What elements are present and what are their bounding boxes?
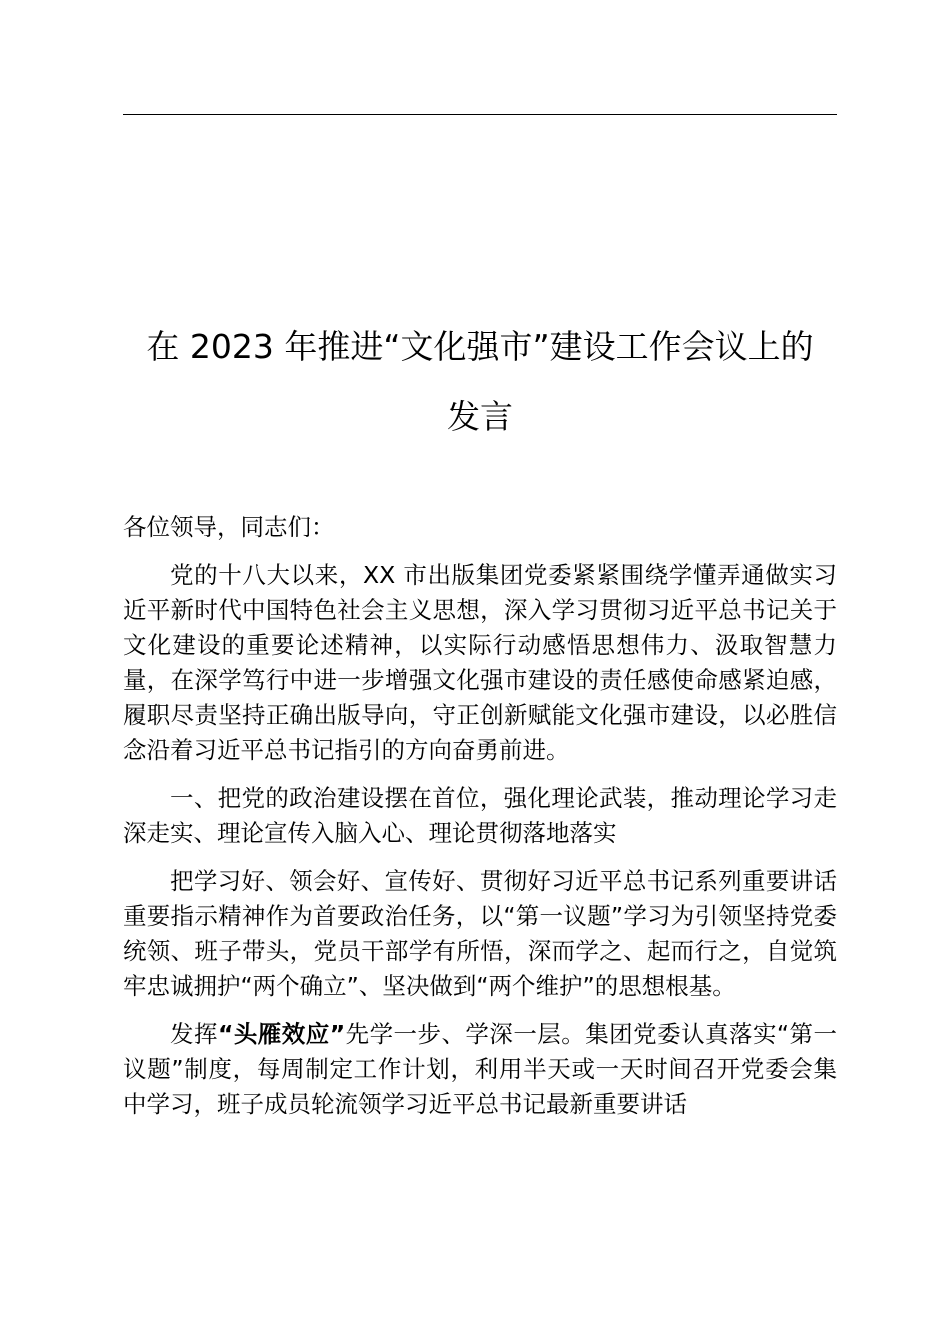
header-rule (123, 114, 837, 115)
section-heading-1: 一、把党的政治建设摆在首位，强化理论武装，推动理论学习走深走实、理论宣传入脑入心、理论贯彻落地落实 (123, 784, 837, 847)
document-body (123, 510, 837, 1122)
title-line-1: 在 2023 年推进“文化强市”建设工作会议上的 (146, 327, 814, 366)
paragraph-lead-goose (123, 1017, 837, 1122)
paragraph-intro: 党的十八大以来，XX 市出版集团党委紧紧围绕学懂弄通做实习近平新时代中国特色社会主义思想，深入学习贯彻习近平总书记关于文化建设的重要论述精神，以实际行动感悟思想伟力、汲取智慧力量，在深学笃行中进一步增强文化强市建设的责任感使命感紧迫感，履职尽责坚持正确出版导向，守正创新赋能文化强市建设，以必胜信念沿着习近平总书记指引的方向奋勇前进。 (123, 561, 837, 764)
document-title (123, 312, 837, 452)
title-line-2: 发言 (447, 397, 513, 436)
paragraph-rest: 先学一步、学深一层。集团党委认真落实“第一议题”制度，每周制定工作计划，利用半天或一天时间召开党委会集中学习，班子成员轮流领学习近平总书记最新重要讲话 (123, 1020, 838, 1118)
paragraph-study: 把学习好、领会好、宣传好、贯彻好习近平总书记系列重要讲话重要指示精神作为首要政治任务，以“第一议题”学习为引领坚持党委统领、班子带头，党员干部学有所悟，深而学之、起而行之，自觉筑牢忠诚拥护“两个确立”、坚决做到“两个维护”的思想根基。 (123, 867, 837, 1000)
paragraph-emphasis: “头雁效应” (217, 1020, 346, 1048)
salutation: 各位领导，同志们： (123, 513, 335, 541)
paragraph-lead: 发挥 (170, 1020, 218, 1048)
